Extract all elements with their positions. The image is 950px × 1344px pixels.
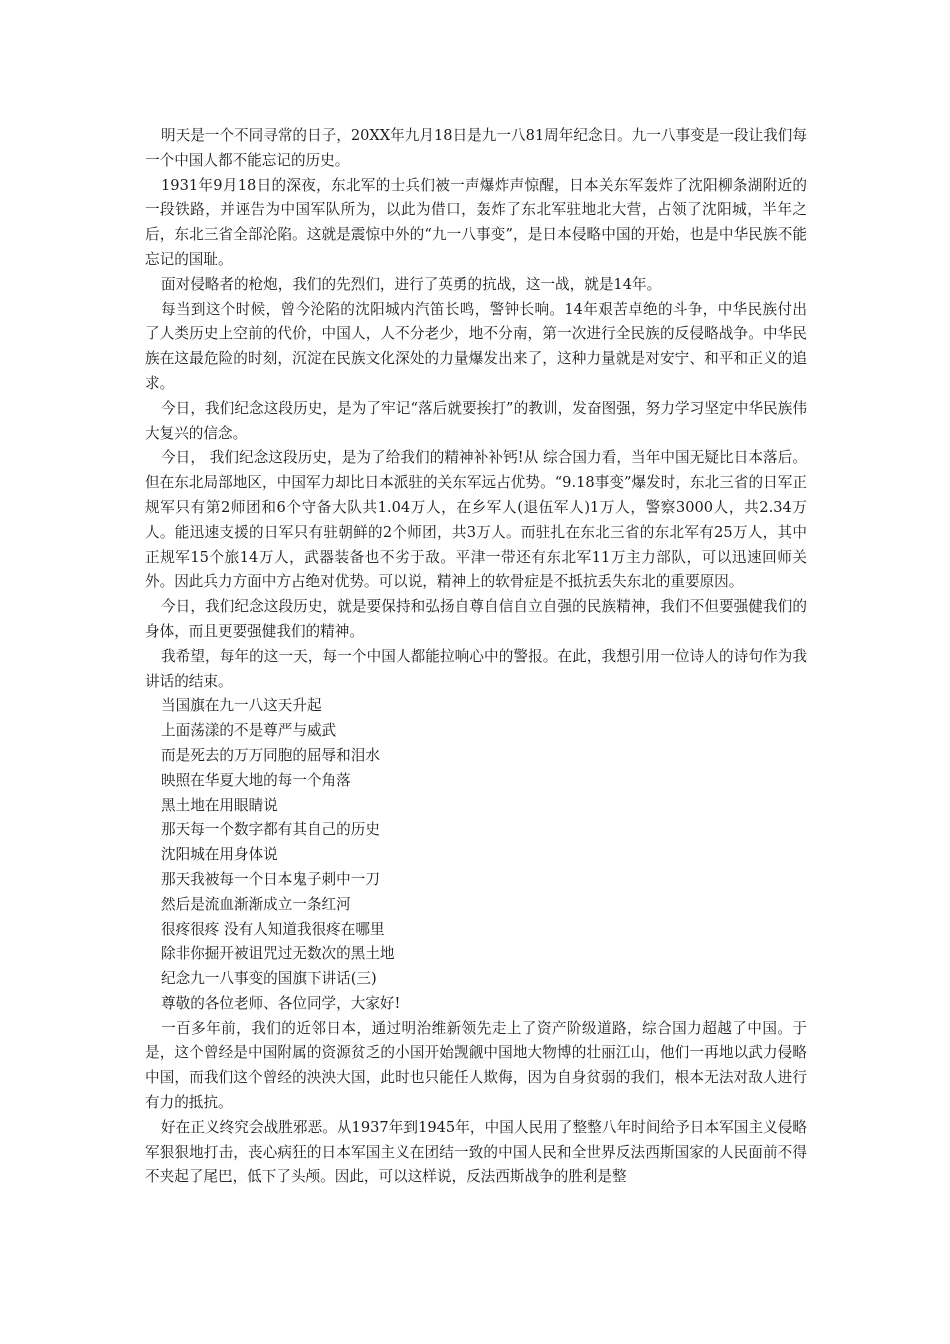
paragraph: 1931年9月18日的深夜，东北军的士兵们被一声爆炸声惊醒，日本关东军轰炸了沈阳柳条湖附近的一段铁路，并诬告为中国军队所为，以此为借口，轰炸了东北军驻地北大营，占领了沈阳城，半年之后，东北三省全部沦陷。这就是震惊中外的“九一八事变”，是日本侵略中国的开始，也是中华民族不能忘记的国耻。 — [145, 176, 807, 268]
paragraph: 今日，我们纪念这段历史，是为了牢记“落后就要挨打”的教训，发奋图强，努力学习坚定中华民族伟大复兴的信念。 — [145, 399, 807, 442]
poem-line: 那天每一个数字都有其自己的历史 — [161, 821, 380, 839]
paragraph: 今日，我们纪念这段历史，就是要保持和弘扬自尊自信自立自强的民族精神，我们不但要强健我们的身体，而且更要强健我们的精神。 — [145, 598, 807, 640]
paragraph: 每当到这个时候，曾今沦陷的沈阳城内汽笛长鸣，警钟长响。14年艰苦卓绝的斗争，中华民族付出了人类历史上空前的代价，中国人，人不分老少，地不分南，第一次进行全民族的反侵略战争。中华民族在这最危险的时刻，沉淀在民族文化深处的力量爆发出来了，这种力量就是对安宁、和平和正义的追求。 — [145, 300, 807, 392]
poem-line: 然后是流血渐渐成立一条红河 — [161, 895, 351, 913]
poem-line: 黑土地在用眼睛说 — [161, 796, 278, 814]
paragraph: 面对侵略者的枪炮，我们的先烈们，进行了英勇的抗战，这一战，就是14年。 — [161, 275, 662, 293]
poem — [145, 694, 807, 967]
section-title: 纪念九一八事变的国旗下讲话(三) — [161, 970, 377, 988]
poem-line: 上面荡漾的不是尊严与威武 — [161, 722, 337, 740]
paragraph: 一百多年前，我们的近邻日本，通过明治维新领先走上了资产阶级道路，综合国力超越了中国。于是，这个曾经是中国附属的资源贫乏的小国开始觊觎中国地大物博的壮丽江山，他们一再地以武力侵略中国，而我们这个曾经的泱泱大国，此时也只能任人欺侮，因为自身贫弱的我们，根本无法对敌人进行有力的抵抗。 — [145, 1019, 807, 1112]
paragraph: 今日， 我们纪念这段历史，是为了给我们的精神补补钙!从 综合国力看，当年中国无疑比日本落后。但在东北局部地区，中国军力却比日本派驻的关东军远占优势。“9.18事变”爆发时，东北三省的日军正规军只有第2师团和6个守备大队共1.04万人，在乡军人(退伍军人)1万人，警察3000人，共2.34万人。能迅速支援的日军只有驻朝鲜的2个师团，共3万人。而驻扎在东北三省的东北军有25万人，其中正规军15个旅14万人，武器装备也不劣于敌。平津一带还有东北军11万主力部队，可以迅速回师关外。因此兵力方面中方占绝对优势。可以说，精神上的软骨症是不抵抗丢失东北的重要原因。 — [145, 449, 807, 591]
paragraph: 明天是一个不同寻常的日子，20XX年九月18日是九一八81周年纪念日。九一八事变是一段让我们每一个中国人都不能忘记的历史。 — [145, 127, 807, 169]
greeting: 尊敬的各位老师、各位同学，大家好! — [161, 994, 401, 1012]
paragraph: 我希望，每年的这一天，每一个中国人都能拉响心中的警报。在此，我想引用一位诗人的诗句作为我讲话的结束。 — [145, 647, 807, 690]
poem-line: 而是死去的万万同胞的屈辱和泪水 — [161, 746, 380, 764]
poem-line: 除非你掘开被诅咒过无数次的黑土地 — [161, 945, 395, 963]
poem-line: 沈阳城在用身体说 — [161, 846, 278, 864]
document-page — [145, 124, 807, 1190]
paragraph: 好在正义终究会战胜邪恶。从1937年到1945年，中国人民用了整整八年时间给予日本军国主义侵略军狠狠地打击，丧心病狂的日本军国主义在团结一致的中国人民和全世界反法西斯国家的人民面前不得不夹起了尾巴，低下了头颅。因此，可以这样说，反法西斯战争的胜利是整 — [145, 1118, 807, 1186]
poem-line: 那天我被每一个日本鬼子刺中一刀 — [161, 870, 380, 888]
poem-line: 当国旗在九一八这天升起 — [161, 697, 322, 715]
poem-line: 很疼很疼 没有人知道我很疼在哪里 — [161, 920, 385, 938]
poem-line: 映照在华夏大地的每一个角落 — [161, 771, 351, 789]
